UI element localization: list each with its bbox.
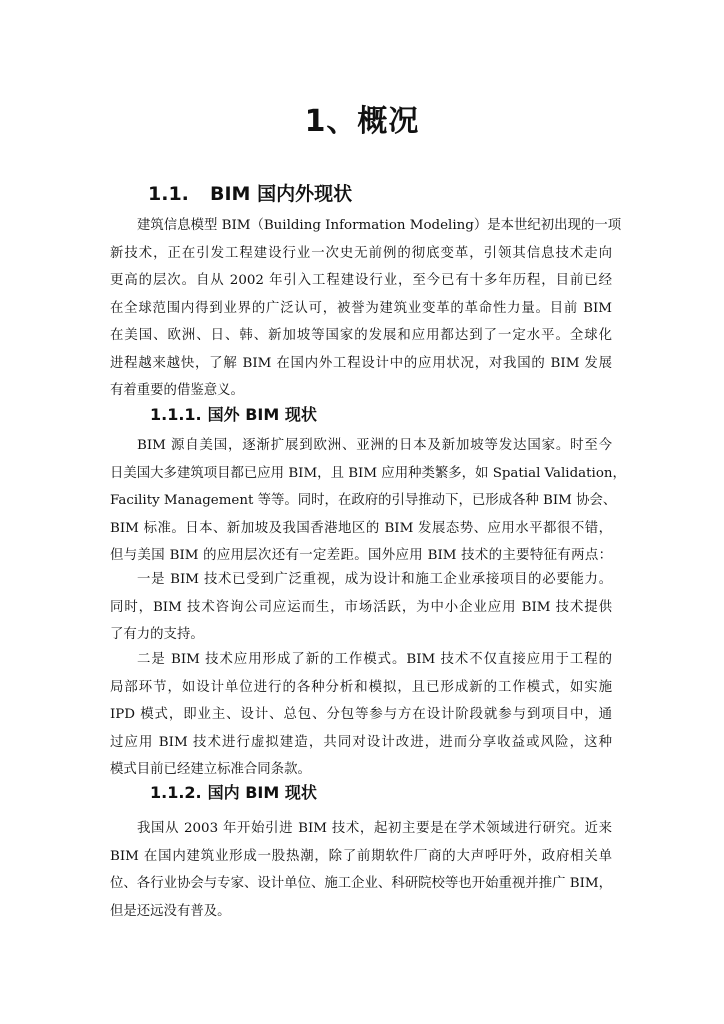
text-line: 但是还远没有普及。 bbox=[110, 903, 231, 919]
text-line: 但与美国 BIM 的应用层次还有一定差距。国外应用 BIM 技术的主要特征有两点： bbox=[110, 548, 612, 563]
text-line: BIM 在国内建筑业形成一股热潮，除了前期软件厂商的大声呼吁外，政府相关单 bbox=[110, 848, 612, 864]
text-line: 进程越来越快，了解 BIM 在国内外工程设计中的应用状况，对我国的 BIM 发展 bbox=[110, 355, 612, 371]
text-line: 我国从 2003 年开始引进 BIM 技术，起初主要是在学术领域进行研究。近来 bbox=[137, 821, 612, 836]
paragraph-foreign-bim-point-1 bbox=[110, 566, 612, 649]
text-line: 在全球范围内得到业界的广泛认可，被誉为建筑业变革的革命性力量。目前 BIM bbox=[110, 300, 612, 316]
section-heading-1-1-2 bbox=[150, 780, 317, 803]
text-line: 同时，BIM 技术咨询公司应运而生，市场活跃，为中小企业应用 BIM 技术提供 bbox=[110, 599, 612, 615]
text-line: Facility Management 等等。同时，在政府的引导推动下，已形成各种 BIM 协会、 bbox=[110, 493, 617, 508]
section-heading-1-1 bbox=[148, 179, 352, 206]
text-line: IPD 模式，即业主、设计、总包、分包等参与方在设计阶段就参与到项目中，通 bbox=[110, 707, 612, 722]
section-number: 1.1.2. bbox=[150, 783, 202, 802]
text-line: 一是 BIM 技术已受到广泛重视，成为设计和施工企业承接项目的必要能力。 bbox=[137, 572, 612, 587]
text-line: BIM 源自美国，逐渐扩展到欧洲、亚洲的日本及新加坡等发达国家。时至今 bbox=[137, 438, 612, 453]
text-line: 模式目前已经建立标准合同条款。 bbox=[110, 762, 311, 777]
section-title: 国内 BIM 现状 bbox=[207, 783, 317, 802]
text-line: 局部环节，如设计单位进行的各种分析和模拟，且已形成新的工作模式，如实施 bbox=[110, 679, 612, 695]
paragraph-domestic-bim bbox=[110, 815, 612, 925]
text-line: 位、各行业协会与专家、设计单位、施工企业、科研院校等也开始重视并推广 BIM， bbox=[110, 876, 612, 891]
paragraph-foreign-bim-intro bbox=[110, 432, 626, 570]
text-line: BIM 标准。日本、新加坡及我国香港地区的 BIM 发展态势、应用水平都很不错， bbox=[110, 520, 612, 536]
paragraph-bim-overview bbox=[110, 212, 622, 405]
text-line: 在美国、欧洲、日、韩、新加坡等国家的发展和应用都达到了一定水平。全球化 bbox=[110, 328, 612, 343]
text-line: 新技术，正在引发工程建设行业一次史无前例的彻底变革，引领其信息技术走向 bbox=[110, 245, 612, 261]
text-line: 日美国大多建筑项目都已应用 BIM，且 BIM 应用种类繁多，如 Spatial Validation， bbox=[110, 465, 626, 481]
section-title: BIM 国内外现状 bbox=[210, 183, 353, 205]
section-number: 1.1. bbox=[148, 183, 189, 205]
text-line: 建筑信息模型 BIM（Building Information Modeling）是本世纪初出现的一项 bbox=[137, 218, 622, 233]
text-line: 更高的层次。自从 2002 年引入工程建设行业，至今已有十多年历程，目前已经 bbox=[110, 273, 612, 288]
text-line: 过应用 BIM 技术进行虚拟建造，共同对设计改进，进而分享收益或风险，这种 bbox=[110, 734, 612, 750]
text-line: 了有力的支持。 bbox=[110, 627, 204, 642]
text-line: 二是 BIM 技术应用形成了新的工作模式。BIM 技术不仅直接应用于工程的 bbox=[137, 652, 612, 667]
section-number: 1.1.1. bbox=[150, 405, 202, 424]
section-title: 国外 BIM 现状 bbox=[207, 405, 317, 424]
section-heading-1-1-1 bbox=[150, 402, 317, 425]
chapter-title: 1、概况 bbox=[304, 104, 420, 139]
text-line: 有着重要的借鉴意义。 bbox=[110, 383, 244, 398]
paragraph-foreign-bim-point-2 bbox=[110, 646, 612, 784]
